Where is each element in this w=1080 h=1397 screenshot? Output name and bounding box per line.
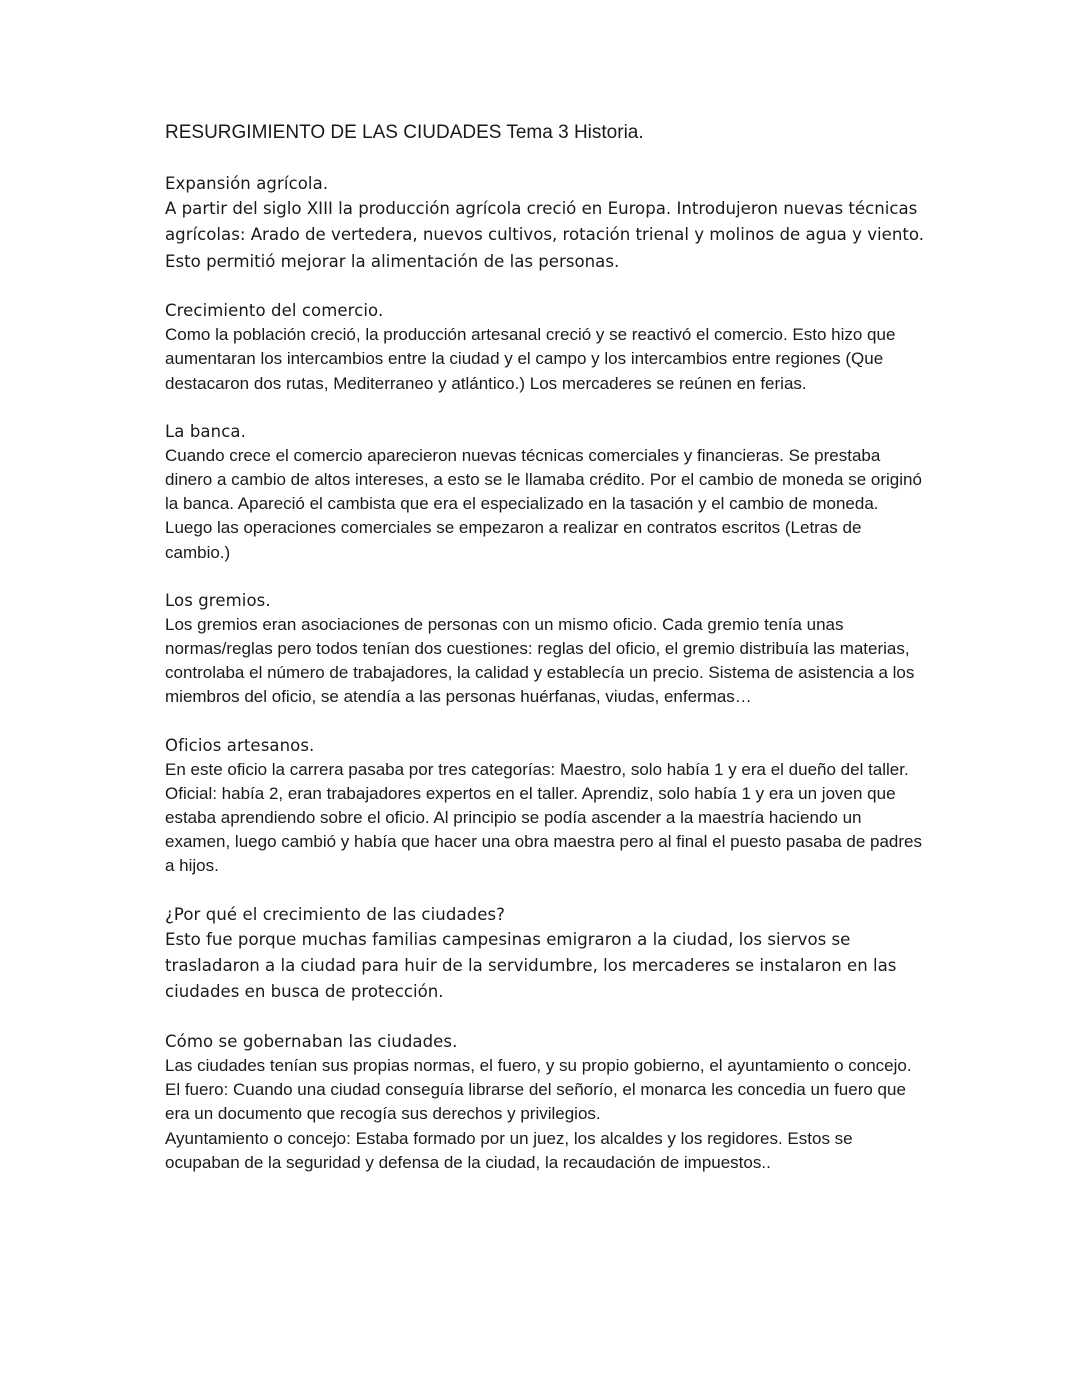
paragraph: A partir del siglo XIII la producción agrícola creció en Europa. Introdujeron nuevas técnicas agrícolas: Arado de vertedera, nuevos cultivos, rotación trienal y molinos de agua y viento. Esto permitió mejorar la alimentación de las personas. [165, 199, 925, 271]
paragraph: Cuando crece el comercio aparecieron nuevas técnicas comerciales y financieras. Se prestaba dinero a cambio de altos intereses, a esto se le llamaba crédito. Por el cambio de moneda se originó la banca. Apareció el cambista que era el especializado en la tasación y el cambio de moneda. Luego las operaciones comerciales se empezaron a realizar en contratos escritos (Letras de cambio.) [165, 445, 922, 562]
section-la-banca [165, 420, 925, 565]
section-heading: Crecimiento del comercio. [165, 301, 384, 321]
section-body [165, 613, 925, 710]
section-crecimiento-ciudades [165, 903, 925, 1006]
paragraph: Ayuntamiento o concejo: Estaba formado por un juez, los alcaldes y los regidores. Estos se ocupaban de la seguridad y defensa de la ciudad, la recaudación de impuestos.. [165, 1128, 853, 1172]
section-body [165, 196, 925, 275]
section-heading: Expansión agrícola. [165, 174, 329, 193]
section-body [165, 1054, 925, 1175]
document-page [165, 120, 925, 1199]
paragraph: Como la población creció, la producción artesanal creció y se reactivó el comercio. Esto hizo que aumentaran los intercambios entre la ciudad y el campo y los intercambios entre regiones (Que destacaron dos rutas, Mediterraneo y atlántico.) Los mercaderes se reúnen en ferias. [165, 325, 896, 393]
paragraph: El fuero: Cuando una ciudad conseguía librarse del señorío, el monarca les concedia un fuero que era un documento que recogía sus derechos y privilegios. [165, 1080, 906, 1124]
section-gobierno-ciudades [165, 1030, 925, 1175]
section-heading: La banca. [165, 421, 246, 441]
section-body [165, 323, 925, 396]
document-title: RESURGIMIENTO DE LAS CIUDADES Tema 3 Historia. [165, 122, 644, 143]
section-heading: Cómo se gobernaban las ciudades. [165, 1031, 458, 1051]
section-heading: Los gremios. [165, 590, 271, 610]
section-body [165, 444, 925, 565]
section-body [165, 927, 925, 1006]
section-crecimiento-comercio [165, 299, 925, 396]
paragraph: Las ciudades tenían sus propias normas, el fuero, y su propio gobierno, el ayuntamiento o concejo. [165, 1055, 912, 1075]
section-oficios-artesanos [165, 734, 925, 879]
paragraph: Los gremios eran asociaciones de personas con un mismo oficio. Cada gremio tenía unas normas/reglas pero todos tenían dos cuestiones: reglas del oficio, el gremio distribuía las materias, controlaba el número de trabajadores, la calidad y establecía un precio. Sistema de asistencia a los miembros del oficio, se atendía a las personas huérfanas, viudas, enfermas… [165, 614, 915, 707]
section-body [165, 758, 925, 879]
section-heading: ¿Por qué el crecimiento de las ciudades? [165, 904, 506, 924]
section-expansion-agricola [165, 172, 925, 275]
paragraph: En este oficio la carrera pasaba por tres categorías: Maestro, solo había 1 y era el dueño del taller. Oficial: había 2, eran trabajadores expertos en el taller. Aprendiz, solo había 1 y era un joven que estaba aprendiendo sobre el oficio. Al principio se podía ascender a la maestría haciendo un examen, luego cambió y había que hacer una obra maestra pero al final el puesto pasaba de padres a hijos. [165, 759, 922, 876]
section-heading: Oficios artesanos. [165, 735, 315, 755]
paragraph: Esto fue porque muchas familias campesinas emigraron a la ciudad, los siervos se trasladaron a la ciudad para huir de la servidumbre, los mercaderes se instalaron en las ciudades en busca de protección. [165, 929, 897, 1002]
section-los-gremios [165, 589, 925, 710]
